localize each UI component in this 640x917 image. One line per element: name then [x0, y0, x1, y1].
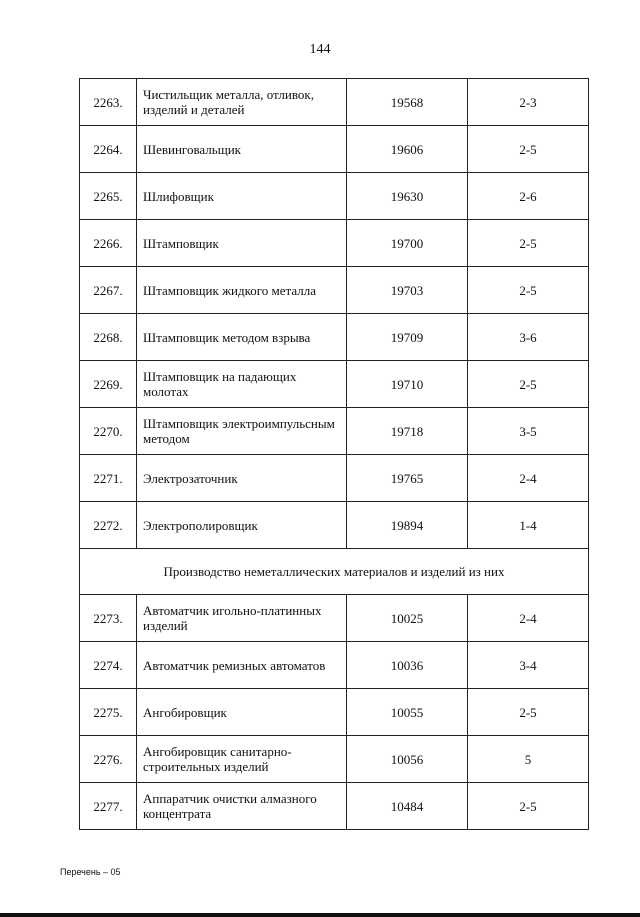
table-row	[80, 455, 589, 502]
row-number: 2272.	[80, 502, 137, 549]
grade-range: 3-6	[468, 314, 589, 361]
grade-range: 2-4	[468, 455, 589, 502]
row-number: 2269.	[80, 361, 137, 408]
row-number: 2265.	[80, 173, 137, 220]
profession-code: 10025	[347, 595, 468, 642]
profession-code: 10036	[347, 642, 468, 689]
scan-edge-line	[0, 913, 640, 917]
table-row	[80, 361, 589, 408]
profession-name: Штамповщик жидкого металла	[137, 267, 347, 314]
profession-name: Ангобировщик санитарно-строительных изделий	[137, 736, 347, 783]
document-footer: Перечень – 05	[60, 867, 121, 877]
grade-range: 2-5	[468, 783, 589, 830]
grade-range: 3-4	[468, 642, 589, 689]
profession-code: 10484	[347, 783, 468, 830]
table-row	[80, 689, 589, 736]
row-number: 2263.	[80, 79, 137, 126]
profession-name: Штамповщик методом взрыва	[137, 314, 347, 361]
row-number: 2276.	[80, 736, 137, 783]
table-row	[80, 736, 589, 783]
row-number: 2271.	[80, 455, 137, 502]
profession-table	[79, 78, 589, 830]
row-number: 2268.	[80, 314, 137, 361]
row-number: 2277.	[80, 783, 137, 830]
row-number: 2267.	[80, 267, 137, 314]
table-row	[80, 79, 589, 126]
profession-name: Чистильщик металла, отливок, изделий и деталей	[137, 79, 347, 126]
profession-name: Аппаратчик очистки алмазного концентрата	[137, 783, 347, 830]
profession-code: 19718	[347, 408, 468, 455]
section-header-row	[80, 549, 589, 595]
profession-code: 19710	[347, 361, 468, 408]
profession-name: Шевинговальщик	[137, 126, 347, 173]
row-number: 2274.	[80, 642, 137, 689]
profession-code: 19894	[347, 502, 468, 549]
row-number: 2275.	[80, 689, 137, 736]
row-number: 2264.	[80, 126, 137, 173]
grade-range: 2-3	[468, 79, 589, 126]
profession-name: Шлифовщик	[137, 173, 347, 220]
profession-code: 19765	[347, 455, 468, 502]
row-number: 2273.	[80, 595, 137, 642]
grade-range: 2-5	[468, 126, 589, 173]
profession-code: 19700	[347, 220, 468, 267]
table-row	[80, 267, 589, 314]
profession-name: Ангобировщик	[137, 689, 347, 736]
table-row	[80, 783, 589, 830]
profession-code: 10055	[347, 689, 468, 736]
grade-range: 2-5	[468, 361, 589, 408]
table-row	[80, 173, 589, 220]
grade-range: 2-6	[468, 173, 589, 220]
grade-range: 2-5	[468, 689, 589, 736]
profession-code: 10056	[347, 736, 468, 783]
table-row	[80, 642, 589, 689]
row-number: 2266.	[80, 220, 137, 267]
page-number: 144	[309, 42, 331, 57]
table-row	[80, 595, 589, 642]
profession-code: 19606	[347, 126, 468, 173]
section-title: Производство неметаллических материалов и изделий из них	[80, 549, 589, 595]
table-row	[80, 126, 589, 173]
table-row	[80, 220, 589, 267]
profession-code: 19568	[347, 79, 468, 126]
profession-name: Штамповщик	[137, 220, 347, 267]
profession-name: Автоматчик ремизных автоматов	[137, 642, 347, 689]
table-row	[80, 408, 589, 455]
profession-name: Штамповщик электроимпульсным методом	[137, 408, 347, 455]
profession-code: 19709	[347, 314, 468, 361]
profession-name: Электрополировщик	[137, 502, 347, 549]
profession-code: 19630	[347, 173, 468, 220]
grade-range: 2-4	[468, 595, 589, 642]
profession-name: Штамповщик на падающих молотах	[137, 361, 347, 408]
profession-code: 19703	[347, 267, 468, 314]
table-row	[80, 314, 589, 361]
grade-range: 2-5	[468, 220, 589, 267]
grade-range: 5	[468, 736, 589, 783]
grade-range: 1-4	[468, 502, 589, 549]
grade-range: 3-5	[468, 408, 589, 455]
profession-name: Автоматчик игольно-платинных изделий	[137, 595, 347, 642]
row-number: 2270.	[80, 408, 137, 455]
profession-name: Электрозаточник	[137, 455, 347, 502]
grade-range: 2-5	[468, 267, 589, 314]
table-row	[80, 502, 589, 549]
